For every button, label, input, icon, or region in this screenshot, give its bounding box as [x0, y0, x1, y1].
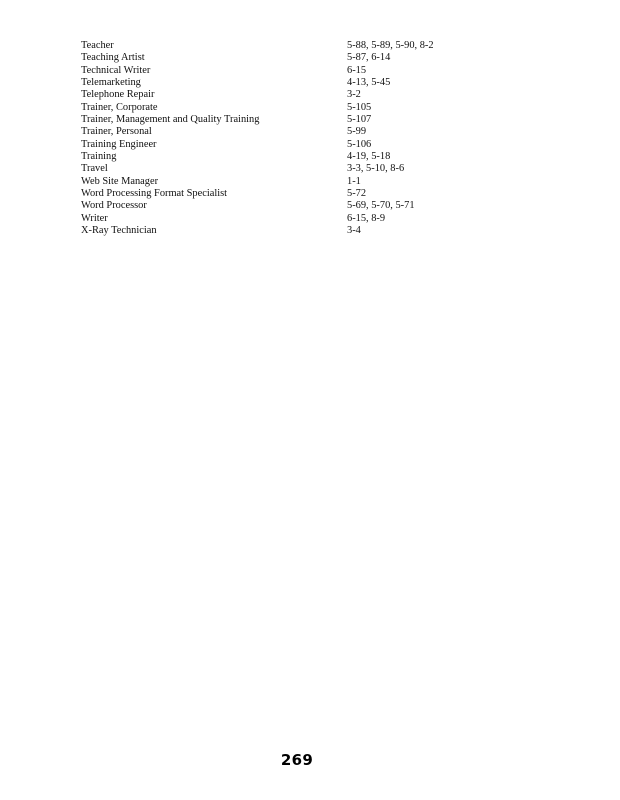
index-pages: 5-87, 6-14 — [347, 52, 391, 64]
index-term: Teaching Artist — [81, 52, 145, 64]
index-list — [81, 40, 501, 238]
index-entry — [81, 188, 501, 200]
index-term: Teacher — [81, 40, 114, 51]
index-term: Training Engineer — [81, 138, 157, 150]
index-entry — [81, 176, 501, 188]
index-entry — [81, 163, 501, 175]
index-term: Web Site Manager — [81, 175, 159, 187]
index-pages: 3-3, 5-10, 8-6 — [347, 163, 405, 175]
index-term: Technical Writer — [81, 64, 151, 76]
index-pages: 5-106 — [347, 138, 372, 150]
index-pages: 4-19, 5-18 — [347, 151, 391, 163]
index-entry — [81, 102, 501, 114]
page-number: 269 — [280, 751, 314, 769]
index-entry — [81, 200, 501, 212]
index-pages: 5-105 — [347, 101, 372, 113]
index-entry — [81, 52, 501, 64]
index-entry — [81, 89, 501, 101]
index-term: Trainer, Corporate — [81, 101, 158, 113]
index-term: Telemarketing — [81, 77, 141, 89]
index-pages: 6-15 — [347, 64, 367, 76]
index-term: Trainer, Personal — [81, 126, 152, 138]
index-entry — [81, 114, 501, 126]
index-pages: 5-72 — [347, 188, 367, 200]
index-pages: 4-13, 5-45 — [347, 77, 391, 89]
index-pages: 5-69, 5-70, 5-71 — [347, 200, 415, 212]
index-pages: 3-2 — [347, 89, 361, 101]
index-term: Word Processing Format Specialist — [81, 188, 228, 200]
index-entry — [81, 225, 501, 237]
index-pages: 5-88, 5-89, 5-90, 8-2 — [347, 40, 434, 51]
index-pages: 3-4 — [347, 225, 361, 237]
index-pages: 1-1 — [347, 175, 361, 187]
index-term: Trainer, Management and Quality Training — [81, 114, 260, 126]
index-term: Telephone Repair — [81, 89, 155, 101]
index-entry — [81, 151, 501, 163]
index-term: Writer — [81, 212, 108, 224]
index-entry — [81, 126, 501, 138]
index-pages: 5-99 — [347, 126, 367, 138]
index-entry — [81, 77, 501, 89]
index-term: Travel — [81, 163, 108, 175]
index-entry — [81, 139, 501, 151]
index-term: X-Ray Technician — [81, 225, 157, 237]
index-term: Training — [81, 151, 117, 163]
index-pages: 6-15, 8-9 — [347, 212, 386, 224]
index-pages: 5-107 — [347, 114, 372, 126]
index-entry — [81, 40, 501, 52]
index-entry — [81, 65, 501, 77]
index-entry — [81, 213, 501, 225]
index-term: Word Processor — [81, 200, 147, 212]
